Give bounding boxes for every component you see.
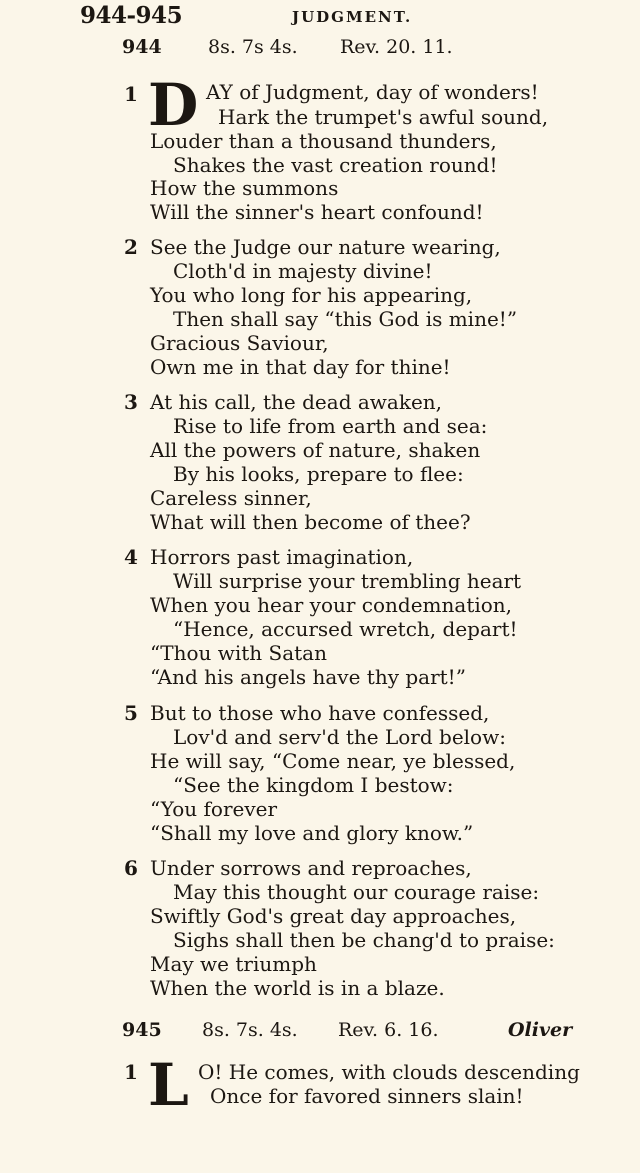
drop-cap: D <box>148 71 199 139</box>
verse-line-5: Gracious Saviour, <box>150 331 329 355</box>
verse-line-2: Rise to life from earth and sea: <box>173 414 488 438</box>
verse-line-2: Lov'd and serv'd the Lord below: <box>173 725 506 749</box>
hymn-meter: 8s. 7s. 4s. <box>202 1019 298 1041</box>
verse-line-6: “Shall my love and glory know.” <box>150 821 474 845</box>
verse-line-4: Then shall say “this God is mine!” <box>173 307 518 331</box>
hymn-tune: Oliver <box>508 1019 573 1041</box>
verse-line-3: All the powers of nature, shaken <box>150 438 481 462</box>
verse-line-1: Horrors past imagination, <box>150 545 414 569</box>
hymn-number: 944 <box>122 36 162 58</box>
verse-line-6: What will then become of thee? <box>150 510 471 534</box>
stanza-number: 4 <box>124 545 138 569</box>
verse-line-4: “See the kingdom I bestow: <box>173 773 454 797</box>
verse-line-3: Swiftly God's great day approaches, <box>150 904 517 928</box>
verse-line-6: Will the sinner's heart confound! <box>150 200 484 224</box>
verse-line-4: “Hence, accursed wretch, depart! <box>173 617 518 641</box>
verse-line-5: “Thou with Satan <box>150 641 327 665</box>
verse-line-6: “And his angels have thy part!” <box>150 665 466 689</box>
verse-line-4: Shakes the vast creation round! <box>173 153 498 177</box>
verse-line-3: He will say, “Come near, ye blessed, <box>150 749 516 773</box>
stanza-number: 2 <box>124 235 138 259</box>
verse-line-3: Louder than a thousand thunders, <box>150 129 497 153</box>
hymn-scripture: Rev. 6. 16. <box>338 1019 439 1041</box>
stanza-number: 1 <box>124 82 138 106</box>
stanza-number: 6 <box>124 856 138 880</box>
hymn-meter: 8s. 7s 4s. <box>208 36 298 58</box>
verse-line-2: Will surprise your trembling heart <box>173 569 522 593</box>
stanza-number: 1 <box>124 1060 138 1084</box>
page-header <box>80 2 600 32</box>
verse-line-6: Own me in that day for thine! <box>150 355 451 379</box>
verse-line-1: AY of Judgment, day of wonders! <box>206 80 539 104</box>
page-range: 944-945 <box>80 2 183 29</box>
verse-line-1: But to those who have confessed, <box>150 701 490 725</box>
verse-line-5: “You forever <box>150 797 278 821</box>
verse-line-2: Hark the trumpet's awful sound, <box>218 105 549 129</box>
verse-line-1: O! He comes, with clouds descending <box>198 1060 580 1084</box>
verse-line-5: Careless sinner, <box>150 486 312 510</box>
verse-line-5: How the summons <box>150 176 339 200</box>
verse-line-1: Under sorrows and reproaches, <box>150 856 472 880</box>
hymn-number: 945 <box>122 1019 162 1041</box>
verse-line-3: When you hear your condemnation, <box>150 593 513 617</box>
stanza-number: 5 <box>124 701 138 725</box>
verse-line-1: At his call, the dead awaken, <box>150 390 443 414</box>
verse-line-2: Cloth'd in majesty divine! <box>173 259 433 283</box>
running-title: JUDGMENT. <box>292 8 413 26</box>
verse-line-6: When the world is in a blaze. <box>150 976 445 1000</box>
verse-line-3: You who long for his appearing, <box>150 283 473 307</box>
verse-line-2: May this thought our courage raise: <box>173 880 540 904</box>
verse-line-2: Once for favored sinners slain! <box>210 1084 524 1108</box>
verse-line-1: See the Judge our nature wearing, <box>150 235 501 259</box>
verse-line-4: By his looks, prepare to flee: <box>173 462 464 486</box>
drop-cap: L <box>148 1051 189 1119</box>
stanza-number: 3 <box>124 390 138 414</box>
hymn-scripture: Rev. 20. 11. <box>340 36 453 58</box>
verse-line-5: May we triumph <box>150 952 317 976</box>
verse-line-4: Sighs shall then be chang'd to praise: <box>173 928 555 952</box>
